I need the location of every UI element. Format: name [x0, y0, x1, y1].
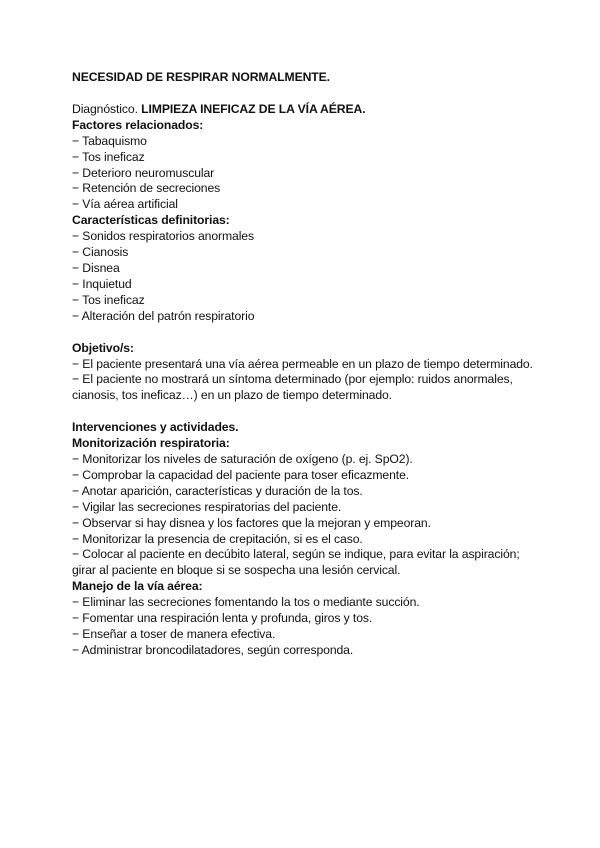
defining-characteristic-item: − Tos ineficaz — [72, 292, 145, 307]
respiratory-monitoring-heading: Monitorización respiratoria: — [72, 436, 230, 451]
diagnosis-label: Diagnóstico. — [72, 101, 138, 116]
airway-item: − Administrar broncodilatadores, según corresponda. — [72, 642, 354, 657]
related-factor-item: − Vía aérea artificial — [72, 197, 178, 212]
related-factor-item: − Deterioro neuromuscular — [72, 165, 215, 180]
monitoring-item: − Anotar aparición, características y duración de la tos. — [72, 483, 363, 498]
airway-item: − Fomentar una respiración lenta y profunda, giros y tos. — [72, 611, 373, 626]
document-title: NECESIDAD DE RESPIRAR NORMALMENTE. — [72, 70, 330, 84]
airway-management-heading: Manejo de la vía aérea: — [72, 579, 203, 594]
defining-characteristics-heading: Características definitorias: — [72, 213, 230, 228]
defining-characteristic-item: − Sonidos respiratorios anormales — [72, 229, 254, 244]
objective-item: − El paciente no mostrará un síntoma determinado (por ejemplo: ruidos anormales, cianosis, tos ineficaz…) en un plazo de tiempo determinado. — [72, 372, 513, 403]
defining-characteristic-item: − Inquietud — [72, 276, 132, 291]
defining-characteristic-item: − Cianosis — [72, 245, 129, 260]
related-factor-item: − Tabaquismo — [72, 133, 147, 148]
airway-item: − Eliminar las secreciones fomentando la tos o mediante succión. — [72, 595, 420, 610]
defining-characteristic-item: − Disnea — [72, 260, 120, 275]
monitoring-item: − Monitorizar la presencia de crepitación, si es el caso. — [72, 531, 363, 546]
diagnosis-value: LIMPIEZA INEFICAZ DE LA VÍA AÉREA. — [141, 101, 366, 116]
related-factor-item: − Tos ineficaz — [72, 149, 145, 164]
monitoring-item: − Vigilar las secreciones respiratorias del paciente. — [72, 499, 342, 514]
diagnosis-line — [72, 102, 542, 118]
spacer — [72, 325, 542, 341]
document-page — [72, 70, 542, 659]
related-factor-item: − Retención de secreciones — [72, 181, 221, 196]
airway-item: − Enseñar a toser de manera efectiva. — [72, 627, 276, 641]
objective-item: − El paciente presentará una vía aérea permeable en un plazo de tiempo determinado. — [72, 356, 533, 371]
related-factors-heading: Factores relacionados: — [72, 117, 204, 132]
monitoring-item: − Colocar al paciente en decúbito lateral, según se indique, para evitar la aspiración; girar al paciente en bloque si se sospecha una lesión cervical. — [72, 547, 520, 578]
monitoring-item: − Observar si hay disnea y los factores que la mejoran y empeoran. — [72, 515, 431, 530]
spacer — [72, 86, 542, 102]
monitoring-item: − Monitorizar los niveles de saturación de oxígeno (p. ej. SpO2). — [72, 452, 413, 467]
interventions-heading: Intervenciones y actividades. — [72, 420, 239, 435]
spacer — [72, 404, 542, 420]
monitoring-item: − Comprobar la capacidad del paciente para toser eficazmente. — [72, 467, 410, 482]
defining-characteristic-item: − Alteración del patrón respiratorio — [72, 308, 255, 323]
objectives-heading: Objetivo/s: — [72, 340, 134, 355]
